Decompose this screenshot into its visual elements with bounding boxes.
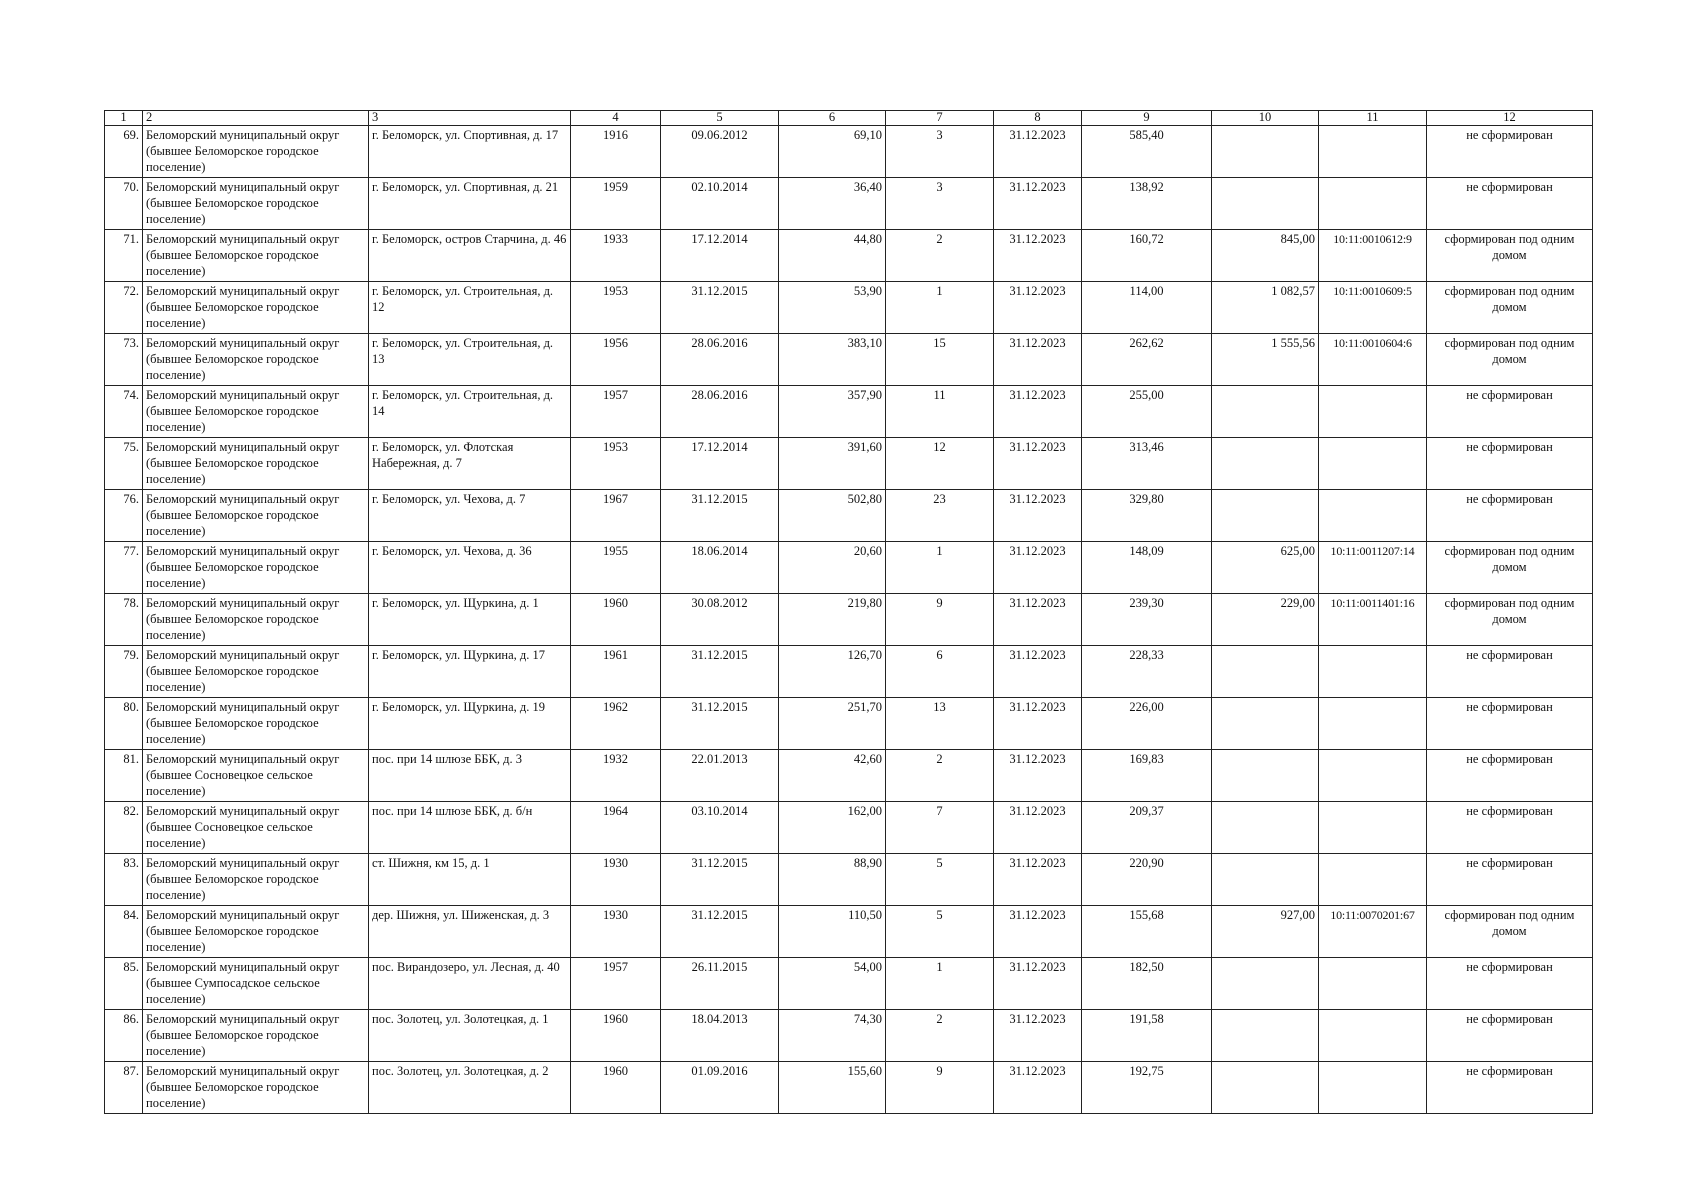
count-cell: 5 — [886, 854, 994, 906]
row-number-cell: 87. — [105, 1062, 143, 1114]
municipality-cell: Беломорский муниципальный округ (бывшее Беломорское городское поселение) — [143, 542, 369, 594]
land-plot-status-cell: не сформирован — [1427, 1062, 1593, 1114]
value-10-cell — [1212, 386, 1319, 438]
cadastral-number-cell — [1319, 178, 1427, 230]
cadastral-number-cell — [1319, 126, 1427, 178]
date-cell: 31.12.2015 — [661, 490, 779, 542]
address-cell: г. Беломорск, ул. Строительная, д. 14 — [369, 386, 571, 438]
value-9-cell: 160,72 — [1082, 230, 1212, 282]
plan-date-cell: 31.12.2023 — [994, 230, 1082, 282]
count-cell: 3 — [886, 126, 994, 178]
row-number-cell: 71. — [105, 230, 143, 282]
municipality-cell: Беломорский муниципальный округ (бывшее Беломорское городское поселение) — [143, 1062, 369, 1114]
table-row — [105, 698, 1593, 750]
area-cell: 36,40 — [779, 178, 886, 230]
cadastral-number-cell: 10:11:0070201:67 — [1319, 906, 1427, 958]
row-number-cell: 79. — [105, 646, 143, 698]
value-10-cell: 1 082,57 — [1212, 282, 1319, 334]
value-10-cell — [1212, 854, 1319, 906]
value-9-cell: 169,83 — [1082, 750, 1212, 802]
table-row — [105, 438, 1593, 490]
row-number-cell: 70. — [105, 178, 143, 230]
address-cell: пос. при 14 шлюзе ББК, д. 3 — [369, 750, 571, 802]
count-cell: 12 — [886, 438, 994, 490]
address-cell: г. Беломорск, ул. Строительная, д. 12 — [369, 282, 571, 334]
municipality-cell: Беломорский муниципальный округ (бывшее Беломорское городское поселение) — [143, 178, 369, 230]
plan-date-cell: 31.12.2023 — [994, 386, 1082, 438]
count-cell: 9 — [886, 594, 994, 646]
date-cell: 22.01.2013 — [661, 750, 779, 802]
cadastral-number-cell — [1319, 802, 1427, 854]
value-10-cell — [1212, 698, 1319, 750]
land-plot-status-cell: сформирован под одним домом — [1427, 230, 1593, 282]
address-cell: г. Беломорск, ул. Щуркина, д. 19 — [369, 698, 571, 750]
count-cell: 3 — [886, 178, 994, 230]
count-cell: 23 — [886, 490, 994, 542]
municipality-cell: Беломорский муниципальный округ (бывшее Беломорское городское поселение) — [143, 594, 369, 646]
land-plot-status-cell: не сформирован — [1427, 438, 1593, 490]
plan-date-cell: 31.12.2023 — [994, 282, 1082, 334]
year-built-cell: 1964 — [571, 802, 661, 854]
cadastral-number-cell — [1319, 1010, 1427, 1062]
address-cell: г. Беломорск, остров Старчина, д. 46 — [369, 230, 571, 282]
plan-date-cell: 31.12.2023 — [994, 178, 1082, 230]
land-plot-status-cell: не сформирован — [1427, 386, 1593, 438]
municipality-cell: Беломорский муниципальный округ (бывшее Беломорское городское поселение) — [143, 230, 369, 282]
date-cell: 28.06.2016 — [661, 334, 779, 386]
header-cell-1: 1 — [105, 111, 143, 126]
area-cell: 88,90 — [779, 854, 886, 906]
area-cell: 357,90 — [779, 386, 886, 438]
land-plot-status-cell: сформирован под одним домом — [1427, 906, 1593, 958]
cadastral-number-cell — [1319, 1062, 1427, 1114]
year-built-cell: 1933 — [571, 230, 661, 282]
land-plot-status-cell: не сформирован — [1427, 854, 1593, 906]
value-10-cell — [1212, 178, 1319, 230]
plan-date-cell: 31.12.2023 — [994, 1010, 1082, 1062]
year-built-cell: 1956 — [571, 334, 661, 386]
area-cell: 44,80 — [779, 230, 886, 282]
header-cell-4: 4 — [571, 111, 661, 126]
area-cell: 219,80 — [779, 594, 886, 646]
year-built-cell: 1967 — [571, 490, 661, 542]
year-built-cell: 1957 — [571, 386, 661, 438]
year-built-cell: 1932 — [571, 750, 661, 802]
area-cell: 110,50 — [779, 906, 886, 958]
count-cell: 2 — [886, 750, 994, 802]
value-9-cell: 220,90 — [1082, 854, 1212, 906]
count-cell: 15 — [886, 334, 994, 386]
address-cell: г. Беломорск, ул. Чехова, д. 7 — [369, 490, 571, 542]
address-cell: г. Беломорск, ул. Щуркина, д. 1 — [369, 594, 571, 646]
value-9-cell: 239,30 — [1082, 594, 1212, 646]
address-cell: дер. Шижня, ул. Шиженская, д. 3 — [369, 906, 571, 958]
municipality-cell: Беломорский муниципальный округ (бывшее Беломорское городское поселение) — [143, 698, 369, 750]
municipality-cell: Беломорский муниципальный округ (бывшее Беломорское городское поселение) — [143, 282, 369, 334]
address-cell: г. Беломорск, ул. Флотская Набережная, д. 7 — [369, 438, 571, 490]
plan-date-cell: 31.12.2023 — [994, 490, 1082, 542]
value-9-cell: 191,58 — [1082, 1010, 1212, 1062]
count-cell: 5 — [886, 906, 994, 958]
value-9-cell: 182,50 — [1082, 958, 1212, 1010]
value-10-cell — [1212, 438, 1319, 490]
address-cell: ст. Шижня, км 15, д. 1 — [369, 854, 571, 906]
address-cell: г. Беломорск, ул. Строительная, д. 13 — [369, 334, 571, 386]
municipality-cell: Беломорский муниципальный округ (бывшее Беломорское городское поселение) — [143, 386, 369, 438]
land-plot-status-cell: сформирован под одним домом — [1427, 334, 1593, 386]
table-row — [105, 126, 1593, 178]
date-cell: 17.12.2014 — [661, 438, 779, 490]
plan-date-cell: 31.12.2023 — [994, 542, 1082, 594]
date-cell: 18.04.2013 — [661, 1010, 779, 1062]
table-row — [105, 854, 1593, 906]
area-cell: 383,10 — [779, 334, 886, 386]
table-row — [105, 802, 1593, 854]
land-plot-status-cell: не сформирован — [1427, 958, 1593, 1010]
value-10-cell — [1212, 490, 1319, 542]
year-built-cell: 1953 — [571, 282, 661, 334]
year-built-cell: 1960 — [571, 1010, 661, 1062]
count-cell: 1 — [886, 958, 994, 1010]
area-cell: 155,60 — [779, 1062, 886, 1114]
value-9-cell: 138,92 — [1082, 178, 1212, 230]
year-built-cell: 1962 — [571, 698, 661, 750]
land-plot-status-cell: не сформирован — [1427, 646, 1593, 698]
cadastral-number-cell — [1319, 646, 1427, 698]
date-cell: 30.08.2012 — [661, 594, 779, 646]
municipality-cell: Беломорский муниципальный округ (бывшее Сосновецкое сельское поселение) — [143, 802, 369, 854]
count-cell: 2 — [886, 230, 994, 282]
date-cell: 28.06.2016 — [661, 386, 779, 438]
column-number-header-row — [105, 111, 1593, 126]
value-9-cell: 255,00 — [1082, 386, 1212, 438]
municipality-cell: Беломорский муниципальный округ (бывшее Беломорское городское поселение) — [143, 646, 369, 698]
address-cell: г. Беломорск, ул. Щуркина, д. 17 — [369, 646, 571, 698]
cadastral-number-cell — [1319, 750, 1427, 802]
header-cell-6: 6 — [779, 111, 886, 126]
plan-date-cell: 31.12.2023 — [994, 1062, 1082, 1114]
value-9-cell: 228,33 — [1082, 646, 1212, 698]
table-row — [105, 334, 1593, 386]
table-row — [105, 906, 1593, 958]
date-cell: 31.12.2015 — [661, 646, 779, 698]
row-number-cell: 80. — [105, 698, 143, 750]
area-cell: 42,60 — [779, 750, 886, 802]
cadastral-number-cell: 10:11:0010604:6 — [1319, 334, 1427, 386]
table-row — [105, 594, 1593, 646]
municipality-cell: Беломорский муниципальный округ (бывшее Беломорское городское поселение) — [143, 1010, 369, 1062]
value-10-cell — [1212, 1010, 1319, 1062]
cadastral-number-cell: 10:11:0010612:9 — [1319, 230, 1427, 282]
row-number-cell: 85. — [105, 958, 143, 1010]
table-row — [105, 750, 1593, 802]
count-cell: 13 — [886, 698, 994, 750]
land-plot-status-cell: не сформирован — [1427, 1010, 1593, 1062]
land-plot-status-cell: сформирован под одним домом — [1427, 542, 1593, 594]
value-9-cell: 329,80 — [1082, 490, 1212, 542]
cadastral-number-cell — [1319, 854, 1427, 906]
value-10-cell: 625,00 — [1212, 542, 1319, 594]
table-row — [105, 386, 1593, 438]
year-built-cell: 1916 — [571, 126, 661, 178]
plan-date-cell: 31.12.2023 — [994, 126, 1082, 178]
municipality-cell: Беломорский муниципальный округ (бывшее Беломорское городское поселение) — [143, 906, 369, 958]
row-number-cell: 72. — [105, 282, 143, 334]
date-cell: 18.06.2014 — [661, 542, 779, 594]
value-10-cell: 1 555,56 — [1212, 334, 1319, 386]
row-number-cell: 69. — [105, 126, 143, 178]
row-number-cell: 84. — [105, 906, 143, 958]
header-cell-12: 12 — [1427, 111, 1593, 126]
value-10-cell — [1212, 750, 1319, 802]
row-number-cell: 83. — [105, 854, 143, 906]
cadastral-number-cell — [1319, 438, 1427, 490]
plan-date-cell: 31.12.2023 — [994, 438, 1082, 490]
table-row — [105, 230, 1593, 282]
plan-date-cell: 31.12.2023 — [994, 906, 1082, 958]
plan-date-cell: 31.12.2023 — [994, 594, 1082, 646]
date-cell: 09.06.2012 — [661, 126, 779, 178]
land-plot-status-cell: не сформирован — [1427, 698, 1593, 750]
plan-date-cell: 31.12.2023 — [994, 854, 1082, 906]
area-cell: 251,70 — [779, 698, 886, 750]
area-cell: 20,60 — [779, 542, 886, 594]
date-cell: 31.12.2015 — [661, 698, 779, 750]
table-row — [105, 1062, 1593, 1114]
value-10-cell: 927,00 — [1212, 906, 1319, 958]
cadastral-number-cell — [1319, 958, 1427, 1010]
address-cell: пос. Вирандозеро, ул. Лесная, д. 40 — [369, 958, 571, 1010]
area-cell: 126,70 — [779, 646, 886, 698]
header-cell-7: 7 — [886, 111, 994, 126]
header-cell-9: 9 — [1082, 111, 1212, 126]
count-cell: 1 — [886, 542, 994, 594]
cadastral-number-cell — [1319, 490, 1427, 542]
cadastral-number-cell: 10:11:0010609:5 — [1319, 282, 1427, 334]
address-cell: пос. Золотец, ул. Золотецкая, д. 1 — [369, 1010, 571, 1062]
area-cell: 54,00 — [779, 958, 886, 1010]
row-number-cell: 86. — [105, 1010, 143, 1062]
land-plot-status-cell: не сформирован — [1427, 802, 1593, 854]
count-cell: 9 — [886, 1062, 994, 1114]
date-cell: 31.12.2015 — [661, 282, 779, 334]
value-10-cell — [1212, 802, 1319, 854]
year-built-cell: 1953 — [571, 438, 661, 490]
count-cell: 2 — [886, 1010, 994, 1062]
address-cell: пос. Золотец, ул. Золотецкая, д. 2 — [369, 1062, 571, 1114]
plan-date-cell: 31.12.2023 — [994, 698, 1082, 750]
count-cell: 6 — [886, 646, 994, 698]
year-built-cell: 1957 — [571, 958, 661, 1010]
area-cell: 162,00 — [779, 802, 886, 854]
value-10-cell — [1212, 1062, 1319, 1114]
area-cell: 502,80 — [779, 490, 886, 542]
header-cell-2: 2 — [143, 111, 369, 126]
land-plot-status-cell: не сформирован — [1427, 126, 1593, 178]
document-sheet — [104, 110, 1592, 1114]
row-number-cell: 74. — [105, 386, 143, 438]
header-cell-10: 10 — [1212, 111, 1319, 126]
value-9-cell: 313,46 — [1082, 438, 1212, 490]
year-built-cell: 1960 — [571, 594, 661, 646]
row-number-cell: 82. — [105, 802, 143, 854]
address-cell: г. Беломорск, ул. Спортивная, д. 17 — [369, 126, 571, 178]
value-9-cell: 209,37 — [1082, 802, 1212, 854]
land-plot-status-cell: не сформирован — [1427, 178, 1593, 230]
area-cell: 74,30 — [779, 1010, 886, 1062]
year-built-cell: 1960 — [571, 1062, 661, 1114]
table-row — [105, 1010, 1593, 1062]
cadastral-number-cell — [1319, 386, 1427, 438]
header-cell-11: 11 — [1319, 111, 1427, 126]
municipality-cell: Беломорский муниципальный округ (бывшее Беломорское городское поселение) — [143, 438, 369, 490]
value-10-cell: 229,00 — [1212, 594, 1319, 646]
row-number-cell: 73. — [105, 334, 143, 386]
value-9-cell: 226,00 — [1082, 698, 1212, 750]
land-plot-status-cell: не сформирован — [1427, 750, 1593, 802]
plan-date-cell: 31.12.2023 — [994, 334, 1082, 386]
cadastral-number-cell: 10:11:0011401:16 — [1319, 594, 1427, 646]
date-cell: 31.12.2015 — [661, 854, 779, 906]
municipality-cell: Беломорский муниципальный округ (бывшее Беломорское городское поселение) — [143, 126, 369, 178]
row-number-cell: 78. — [105, 594, 143, 646]
table-row — [105, 178, 1593, 230]
header-cell-3: 3 — [369, 111, 571, 126]
year-built-cell: 1930 — [571, 854, 661, 906]
table-row — [105, 646, 1593, 698]
value-9-cell: 262,62 — [1082, 334, 1212, 386]
value-9-cell: 114,00 — [1082, 282, 1212, 334]
count-cell: 7 — [886, 802, 994, 854]
date-cell: 17.12.2014 — [661, 230, 779, 282]
address-cell: г. Беломорск, ул. Чехова, д. 36 — [369, 542, 571, 594]
land-plot-status-cell: не сформирован — [1427, 490, 1593, 542]
table-row — [105, 282, 1593, 334]
area-cell: 53,90 — [779, 282, 886, 334]
year-built-cell: 1930 — [571, 906, 661, 958]
date-cell: 31.12.2015 — [661, 906, 779, 958]
plan-date-cell: 31.12.2023 — [994, 958, 1082, 1010]
land-plot-status-cell: сформирован под одним домом — [1427, 594, 1593, 646]
table-row — [105, 490, 1593, 542]
year-built-cell: 1959 — [571, 178, 661, 230]
value-9-cell: 192,75 — [1082, 1062, 1212, 1114]
value-10-cell — [1212, 126, 1319, 178]
land-plot-status-cell: сформирован под одним домом — [1427, 282, 1593, 334]
table-row — [105, 958, 1593, 1010]
row-number-cell: 75. — [105, 438, 143, 490]
municipality-cell: Беломорский муниципальный округ (бывшее Сосновецкое сельское поселение) — [143, 750, 369, 802]
cadastral-number-cell — [1319, 698, 1427, 750]
header-cell-5: 5 — [661, 111, 779, 126]
plan-date-cell: 31.12.2023 — [994, 646, 1082, 698]
row-number-cell: 76. — [105, 490, 143, 542]
address-cell: г. Беломорск, ул. Спортивная, д. 21 — [369, 178, 571, 230]
address-cell: пос. при 14 шлюзе ББК, д. б/н — [369, 802, 571, 854]
plan-date-cell: 31.12.2023 — [994, 750, 1082, 802]
date-cell: 03.10.2014 — [661, 802, 779, 854]
cadastral-number-cell: 10:11:0011207:14 — [1319, 542, 1427, 594]
value-10-cell: 845,00 — [1212, 230, 1319, 282]
value-9-cell: 148,09 — [1082, 542, 1212, 594]
date-cell: 02.10.2014 — [661, 178, 779, 230]
year-built-cell: 1961 — [571, 646, 661, 698]
date-cell: 01.09.2016 — [661, 1062, 779, 1114]
count-cell: 1 — [886, 282, 994, 334]
municipality-cell: Беломорский муниципальный округ (бывшее Сумпосадское сельское поселение) — [143, 958, 369, 1010]
municipality-cell: Беломорский муниципальный округ (бывшее Беломорское городское поселение) — [143, 854, 369, 906]
row-number-cell: 77. — [105, 542, 143, 594]
value-9-cell: 155,68 — [1082, 906, 1212, 958]
table-row — [105, 542, 1593, 594]
count-cell: 11 — [886, 386, 994, 438]
value-10-cell — [1212, 646, 1319, 698]
municipality-cell: Беломорский муниципальный округ (бывшее Беломорское городское поселение) — [143, 490, 369, 542]
header-cell-8: 8 — [994, 111, 1082, 126]
value-10-cell — [1212, 958, 1319, 1010]
area-cell: 391,60 — [779, 438, 886, 490]
area-cell: 69,10 — [779, 126, 886, 178]
municipality-cell: Беломорский муниципальный округ (бывшее Беломорское городское поселение) — [143, 334, 369, 386]
year-built-cell: 1955 — [571, 542, 661, 594]
row-number-cell: 81. — [105, 750, 143, 802]
housing-register-table — [104, 110, 1593, 1114]
value-9-cell: 585,40 — [1082, 126, 1212, 178]
plan-date-cell: 31.12.2023 — [994, 802, 1082, 854]
date-cell: 26.11.2015 — [661, 958, 779, 1010]
